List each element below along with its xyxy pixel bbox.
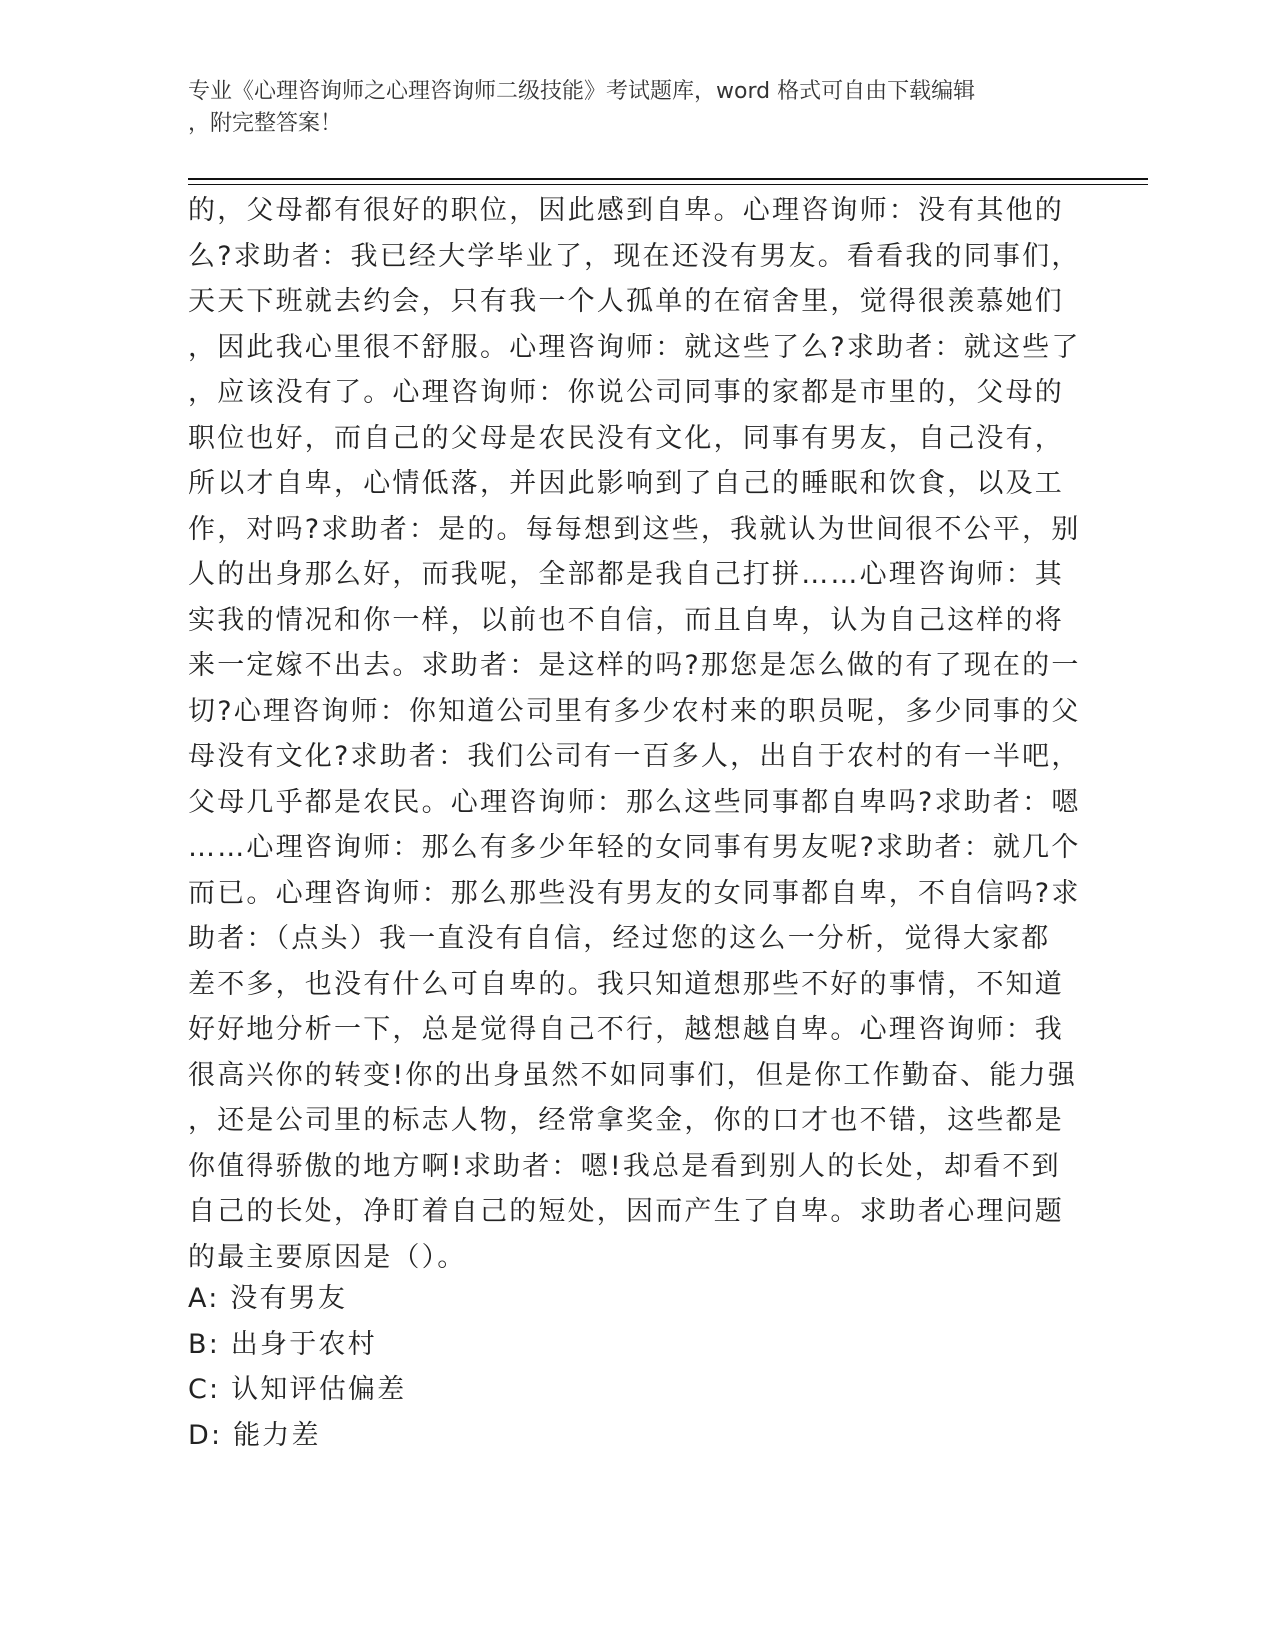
- question-line: 所以才自卑，心情低落，并因此影响到了自己的睡眠和饮食，以及工: [188, 468, 1064, 499]
- question-text: [188, 188, 1081, 1280]
- question-line: ，还是公司里的标志人物，经常拿奖金，你的口才也不错，这些都是: [188, 1105, 1064, 1136]
- question-line: 实我的情况和你一样，以前也不自信，而且自卑，认为自己这样的将: [188, 604, 1064, 636]
- question-line: 母没有文化?求助者：我们公司有一百多人，出自于农村的有一半吧，: [188, 741, 1081, 772]
- question-line: 父母几乎都是农民。心理咨询师：那么这些同事都自卑吗?求助者：嗯: [188, 786, 1081, 818]
- question-line: 自己的长处，净盯着自己的短处，因而产生了自卑。求助者心理问题: [188, 1196, 1064, 1227]
- option-b: B: 出身于农村: [188, 1328, 377, 1360]
- page-header: [188, 76, 1068, 140]
- question-line: 来一定嫁不出去。求助者：是这样的吗?那您是怎么做的有了现在的一: [188, 650, 1081, 681]
- question-line: 你值得骄傲的地方啊!求助者：嗯!我总是看到别人的长处，却看不到: [188, 1150, 1061, 1182]
- question-line: 差不多，也没有什么可自卑的。我只知道想那些不好的事情，不知道: [188, 968, 1064, 1000]
- question-line: ，因此我心里很不舒服。心理咨询师：就这些了么?求助者：就这些了: [188, 331, 1081, 363]
- question-line: 助者：（点头）我一直没有自信，经过您的这么一分析，觉得大家都: [188, 923, 1051, 954]
- question-line: 的，父母都有很好的职位，因此感到自卑。心理咨询师：没有其他的: [188, 195, 1064, 226]
- option-a: A: 没有男友: [188, 1283, 348, 1314]
- question-line: 的最主要原因是（）。: [188, 1241, 467, 1273]
- option-d: D: 能力差: [188, 1419, 321, 1451]
- question-line: 好好地分析一下，总是觉得自己不行，越想越自卑。心理咨询师：我: [188, 1014, 1064, 1045]
- question-line: 职位也好，而自己的父母是农民没有文化，同事有男友，自己没有，: [188, 422, 1064, 454]
- question-line: 人的出身那么好，而我呢，全部都是我自己打拼……心理咨询师：其: [188, 559, 1064, 590]
- header-rule-thin: [188, 184, 1148, 185]
- question-line: 切?心理咨询师：你知道公司里有多少农村来的职员呢，多少同事的父: [188, 695, 1081, 727]
- question-line: 很高兴你的转变!你的出身虽然不如同事们，但是你工作勤奋、能力强: [188, 1059, 1078, 1091]
- question-line: ……心理咨询师：那么有多少年轻的女同事有男友呢?求助者：就几个: [188, 832, 1081, 863]
- header-rule-thick: [188, 178, 1148, 180]
- answer-options: [188, 1276, 406, 1458]
- question-line: 天天下班就去约会，只有我一个人孤单的在宿舍里，觉得很羡慕她们: [188, 286, 1064, 317]
- question-line: 么?求助者：我已经大学毕业了，现在还没有男友。看看我的同事们，: [188, 240, 1081, 272]
- header-line: ，附完整答案！: [188, 111, 343, 136]
- question-line: 作，对吗?求助者：是的。每每想到这些，我就认为世间很不公平，别: [188, 513, 1081, 545]
- option-c: C: 认知评估偏差: [188, 1374, 407, 1405]
- question-line: 而已。心理咨询师：那么那些没有男友的女同事都自卑，不自信吗?求: [188, 877, 1081, 909]
- question-line: ，应该没有了。心理咨询师：你说公司同事的家都是市里的，父母的: [188, 377, 1064, 408]
- header-line: 专业《心理咨询师之心理咨询师二级技能》考试题库，word 格式可自由下载编辑: [188, 79, 976, 104]
